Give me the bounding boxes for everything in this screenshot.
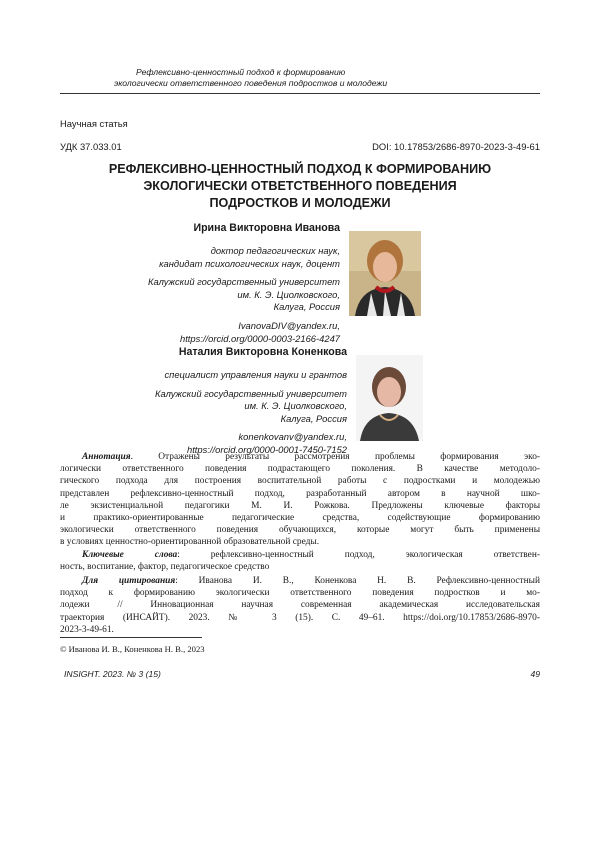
author-affiliation: им. К. Э. Циолковского,	[244, 400, 347, 412]
author-photo	[356, 355, 423, 441]
journal-footer: INSIGHT. 2023. № 3 (15)	[64, 669, 161, 679]
abstract-line: экологически ответственного поведения обучающихся, которые могут быть применены	[60, 525, 540, 536]
author-orcid[interactable]: https://orcid.org/0000-0003-2166-4247	[179, 332, 340, 344]
author-degree: доктор педагогических наук,	[210, 245, 340, 256]
citation-line[interactable]: траектория (ИНСАЙТ). 2023. № 3 (15). С. 49–61. https://doi.org/10.17853/2686-8970-	[60, 612, 540, 623]
title-line: ЭКОЛОГИЧЕСКИ ОТВЕТСТВЕННОГО ПОВЕДЕНИЯ	[143, 179, 457, 193]
author-degree: специалист управления науки и грантов	[164, 369, 347, 380]
abstract-line: логически ответственного поведения подрастающего поколения. В качестве методоло-	[60, 464, 540, 475]
author-email[interactable]: konenkovanv@yandex.ru,	[238, 431, 347, 443]
title-line: ПОДРОСТКОВ И МОЛОДЕЖИ	[209, 196, 391, 210]
abstract-line: и практико-ориентированные педагогические средства, содействующие формированию	[60, 513, 540, 524]
abstract-line: ле экзистенциальной педагогики М. И. Рожкова. Предложены ключевые факторы	[60, 500, 540, 511]
title-line: РЕФЛЕКСИВНО-ЦЕННОСТНЫЙ ПОДХОД К ФОРМИРОВАНИЮ	[108, 162, 492, 176]
author-affiliation: Калужский государственный университет	[154, 387, 347, 399]
citation-line: подход к формированию экологически ответственного поведения подростков и мо-	[60, 588, 540, 599]
author-name: Наталия Викторовна Коненкова	[178, 346, 347, 358]
abstract-line: гического подхода для построения воспитательной работы с подростками и молодежью	[60, 476, 540, 487]
author-orcid[interactable]: https://orcid.org/0000-0001-7450-7152	[186, 443, 347, 455]
running-head	[60, 67, 540, 89]
footnote-rule	[60, 637, 202, 638]
abstract	[60, 451, 540, 549]
article-title	[60, 161, 540, 212]
author-photo	[349, 231, 421, 316]
abstract-label: Аннотация	[82, 452, 131, 462]
author-affiliation-block	[155, 369, 347, 457]
author-affiliation: Калуга, Россия	[273, 301, 340, 313]
header-rule	[60, 93, 540, 94]
doi[interactable]: DOI: 10.17853/2686-8970-2023-3-49-61	[372, 141, 540, 152]
abstract-line: представлен рефлексивно-ценностный подход, разработанный автором в научной шко-	[60, 488, 540, 499]
author-affiliation: Калужский государственный университет	[147, 276, 340, 288]
author-affiliation: им. К. Э. Циолковского,	[237, 288, 340, 300]
keywords	[60, 549, 540, 573]
author-email[interactable]: IvanovaDIV@yandex.ru,	[238, 319, 340, 331]
citation-label: Для цитирования	[82, 576, 176, 586]
citation	[60, 575, 540, 636]
abstract-line: в условиях ценностно-ориентированной образовательной среды.	[60, 537, 320, 548]
running-head-line: экологически ответственного поведения подростков и молодежи	[114, 78, 388, 88]
article-type: Научная статья	[60, 118, 128, 129]
abstract-line: Аннотация. Отражены результаты рассмотрения проблемы формирования эко-	[82, 452, 540, 462]
citation-line: 2023-3-49-61.	[60, 624, 114, 635]
copyright: © Иванова И. В., Коненкова Н. В., 2023	[60, 644, 205, 654]
keywords-label: Ключевые слова	[82, 550, 178, 560]
author-name: Ирина Викторовна Иванова	[193, 222, 340, 234]
citation-line: Для цитирования: Иванова И. В., Коненкова Н. В. Рефлексивно-ценностный	[82, 576, 540, 586]
keywords-line: ность, воспитание, фактор, педагогическое средство	[60, 562, 270, 573]
author-affiliation-block	[148, 245, 340, 345]
citation-line: лодежи // Инновационная научная современная академическая исследовательская	[60, 600, 540, 611]
page-number: 49	[530, 669, 540, 679]
keywords-line: Ключевые слова: рефлексивно-ценностный подход, экологическая ответствен-	[82, 550, 540, 560]
author-affiliation: Калуга, Россия	[280, 412, 347, 424]
author-degree: кандидат психологических наук, доцент	[159, 257, 340, 269]
udc-code: УДК 37.033.01	[60, 141, 122, 152]
running-head-line: Рефлексивно-ценностный подход к формированию	[136, 67, 346, 77]
